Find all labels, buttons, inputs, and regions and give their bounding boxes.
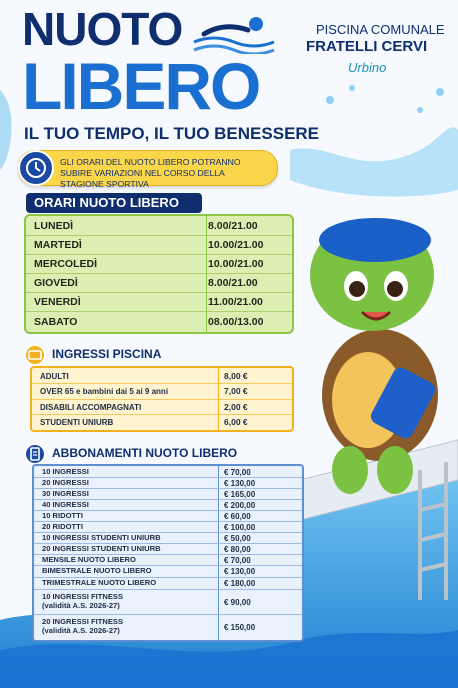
- title-line-2: LIBERO: [22, 49, 260, 123]
- orari-heading: ORARI NUOTO LIBERO: [26, 193, 202, 213]
- abbonamenti-label: BIMESTRALE NUOTO LIBERO: [42, 566, 152, 575]
- abbonamenti-price: € 70,00: [224, 468, 251, 477]
- abbonamenti-label-note: (validità A.S. 2026-27): [42, 626, 120, 635]
- ingressi-label: ADULTI: [40, 372, 69, 381]
- ingressi-price: 6,00 €: [224, 417, 248, 427]
- orari-table: [24, 214, 294, 334]
- abbonamenti-row: [34, 577, 302, 589]
- abbonamenti-price: € 130,00: [224, 567, 256, 576]
- orari-row: [26, 292, 292, 311]
- ingressi-price: 8,00 €: [224, 371, 248, 381]
- abbonamenti-label-note: (validità A.S. 2026-27): [42, 601, 120, 610]
- title-line-1: NUOTO: [22, 3, 183, 55]
- orari-time: 8.00/21.00: [208, 220, 258, 232]
- orari-row: [26, 273, 292, 292]
- tagline: IL TUO TEMPO, IL TUO BENESSERE: [24, 124, 320, 143]
- abbonamenti-heading: ABBONAMENTI NUOTO LIBERO: [52, 446, 238, 460]
- orari-row: [26, 216, 292, 235]
- venue-line-2: FRATELLI CERVI: [306, 38, 428, 55]
- abbonamenti-row: [34, 510, 302, 521]
- abbonamenti-label: 10 INGRESSI: [42, 467, 89, 476]
- orari-day: GIOVEDÌ: [34, 277, 78, 289]
- ingressi-row: [32, 368, 292, 384]
- abbonamenti-row: [34, 565, 302, 577]
- ingressi-label: DISABILI ACCOMPAGNATI: [40, 403, 142, 412]
- abbonamenti-label: 20 INGRESSI STUDENTI UNIURB: [42, 544, 161, 553]
- ingressi-row: [32, 399, 292, 415]
- notice-text: GLI ORARI DEL NUOTO LIBERO POTRANNO SUBIRE VARIAZIONI NEL CORSO DELLA STAGIONE SPORTIVA: [60, 157, 241, 189]
- orari-day: LUNEDÌ: [34, 220, 74, 232]
- abbonamenti-row: [34, 488, 302, 499]
- orari-day: VENERDÌ: [34, 296, 81, 308]
- orari-time: 10.00/21.00: [208, 239, 264, 251]
- abbonamenti-label: 20 INGRESSI FITNESS: [42, 617, 124, 626]
- ticket-icon: [24, 344, 46, 366]
- orari-day: MERCOLEDÌ: [34, 258, 97, 270]
- abbonamenti-price: € 200,00: [224, 501, 256, 510]
- orari-time: 11.00/21.00: [208, 296, 263, 308]
- abbonamenti-price: € 165,00: [224, 490, 256, 499]
- ingressi-label: STUDENTI UNIURB: [40, 418, 114, 427]
- abbonamenti-label: 10 RIDOTTI: [42, 511, 83, 520]
- ingressi-table: [30, 366, 294, 432]
- ingressi-label: OVER 65 e bambini dai 5 ai 9 anni: [40, 387, 169, 396]
- abbonamenti-row: [34, 499, 302, 510]
- venue-line-1: PISCINA COMUNALE: [316, 22, 445, 37]
- venue-city: Urbino: [348, 60, 387, 75]
- abbonamenti-price: € 80,00: [224, 545, 251, 554]
- abbonamenti-label: 20 INGRESSI: [42, 478, 89, 487]
- abbonamenti-price: € 100,00: [224, 523, 256, 532]
- abbonamenti-row: [34, 532, 302, 543]
- abbonamenti-label: 10 INGRESSI FITNESS: [42, 592, 124, 601]
- orari-day: MARTEDÌ: [34, 239, 82, 251]
- abbonamenti-price: € 70,00: [224, 556, 251, 565]
- abbonamenti-row: [34, 477, 302, 488]
- orari-row: [26, 312, 292, 331]
- ingressi-price: 7,00 €: [224, 386, 248, 396]
- orari-time: 10.00/21.00: [208, 258, 264, 270]
- abbonamenti-price: € 90,00: [224, 598, 251, 607]
- orari-row: [26, 235, 292, 254]
- ingressi-price: 2,00 €: [224, 402, 248, 412]
- abbonamenti-row: [34, 521, 302, 532]
- orari-row: [26, 254, 292, 273]
- abbonamenti-price: € 150,00: [224, 623, 256, 632]
- orari-time: 8.00/21.00: [208, 277, 258, 289]
- abbonamenti-label: 40 INGRESSI: [42, 500, 89, 509]
- abbonamenti-label: 20 RIDOTTI: [42, 522, 83, 531]
- abbonamenti-label: 10 INGRESSI STUDENTI UNIURB: [42, 533, 161, 542]
- abbonamenti-price: € 60,00: [224, 512, 251, 521]
- orari-time: 08.00/13.00: [208, 316, 264, 328]
- abbonamenti-row: [34, 614, 302, 640]
- ingressi-row: [32, 383, 292, 399]
- abbonamenti-label: 30 INGRESSI: [42, 489, 89, 498]
- abbonamenti-row: [34, 466, 302, 477]
- swimmer-icon: [190, 14, 276, 54]
- abbonamenti-table: [32, 464, 304, 642]
- abbonamenti-row: [34, 554, 302, 565]
- clipboard-icon: [24, 443, 46, 465]
- ingressi-row: [32, 414, 292, 430]
- abbonamenti-label: TRIMESTRALE NUOTO LIBERO: [42, 578, 157, 587]
- abbonamenti-price: € 130,00: [224, 479, 256, 488]
- abbonamenti-row: [34, 543, 302, 554]
- abbonamenti-label: MENSILE NUOTO LIBERO: [42, 555, 136, 564]
- abbonamenti-price: € 180,00: [224, 579, 256, 588]
- orari-day: SABATO: [34, 316, 78, 328]
- ingressi-heading: INGRESSI PISCINA: [52, 347, 162, 361]
- clock-icon: [18, 150, 54, 186]
- abbonamenti-row: [34, 589, 302, 614]
- abbonamenti-price: € 50,00: [224, 534, 251, 543]
